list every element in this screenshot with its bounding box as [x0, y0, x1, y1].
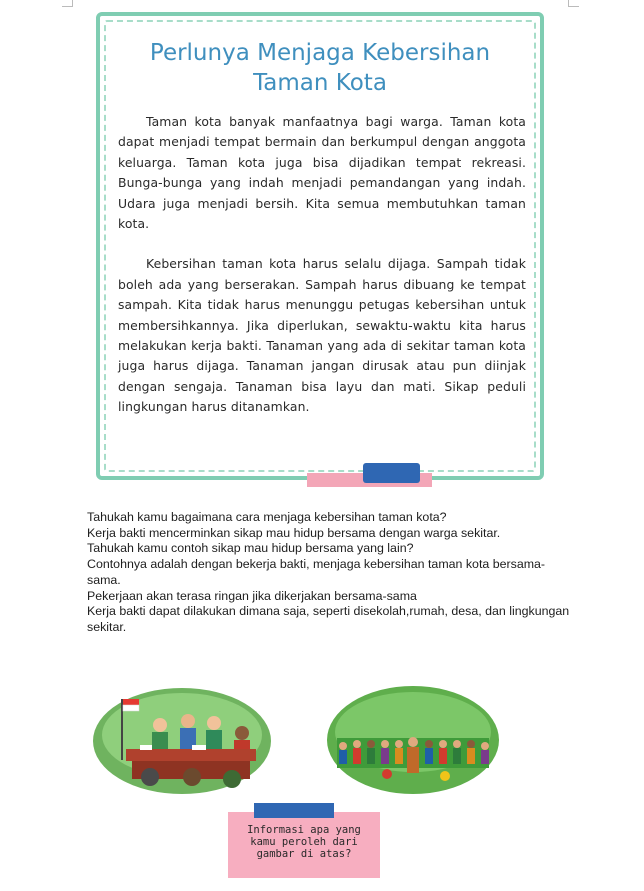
card-paragraph: Kebersihan taman kota harus selalu dijaga. Sampah tidak boleh ada yang berserakan. Sampah harus dibuang ke tempat sampah. Kita tidak harus menunggu petugas kebersihan untuk membersihkannya. Jika diperlukan, sewaktu-waktu kita harus melakukan kerja bakti. Tanaman yang ada di sekitar taman kota juga harus dijaga. Tanaman jangan dirusak atau pun diinjak dengan sengaja. Tanaman bisa layu dan mati. Sikap peduli lingkungan harus ditanamkan.	[118, 256, 526, 415]
text-line: sama.	[87, 572, 121, 587]
text-line: Contohnya adalah dengan bekerja bakti, menjaga kebersihan taman kota bersama-	[87, 557, 546, 572]
card-body	[118, 112, 526, 438]
text-line: Tahukah kamu bagaimana cara menjaga kebersihan taman kota?	[87, 510, 447, 524]
note-line: Informasi apa yang	[247, 824, 361, 836]
note-line: kamu peroleh dari	[250, 836, 358, 848]
text-line: Kerja bakti mencerminkan sikap mau hidup bersama dengan warga sekitar.	[87, 525, 501, 540]
meeting-illustration	[92, 685, 272, 795]
card-blue-tape	[363, 463, 420, 483]
text-line: sekitar.	[87, 619, 127, 634]
card-title	[100, 38, 540, 98]
page-corner-mark-left	[62, 0, 73, 7]
text-line: Kerja bakti dapat dilakukan dimana saja, seperti disekolah,rumah, desa, dan lingkungan	[87, 604, 570, 619]
card-title-line: Perlunya Menjaga Kebersihan	[149, 40, 491, 66]
question-note-text	[228, 824, 380, 860]
community-illustration	[327, 686, 499, 794]
body-text	[87, 510, 635, 636]
card-title-line: Taman Kota	[253, 70, 387, 96]
note-tape	[254, 803, 334, 818]
card-paragraph: Taman kota banyak manfaatnya bagi warga. Taman kota dapat menjadi tempat bermain dan berkumpul dengan anggota keluarga. Taman kota juga bisa dijadikan tempat rekreasi. Bunga-bunga yang indah menjadi pemandangan yang indah. Udara juga menjadi bersih. Kita semua membutuhkan taman kota.	[118, 114, 526, 232]
text-line: Tahukah kamu contoh sikap mau hidup bersama yang lain?	[87, 541, 414, 556]
reading-card	[96, 12, 544, 480]
text-line: Pekerjaan akan terasa ringan jika dikerjakan bersama-sama	[87, 588, 417, 603]
page-corner-mark-right	[568, 0, 579, 7]
note-line: gambar di atas?	[256, 848, 352, 860]
